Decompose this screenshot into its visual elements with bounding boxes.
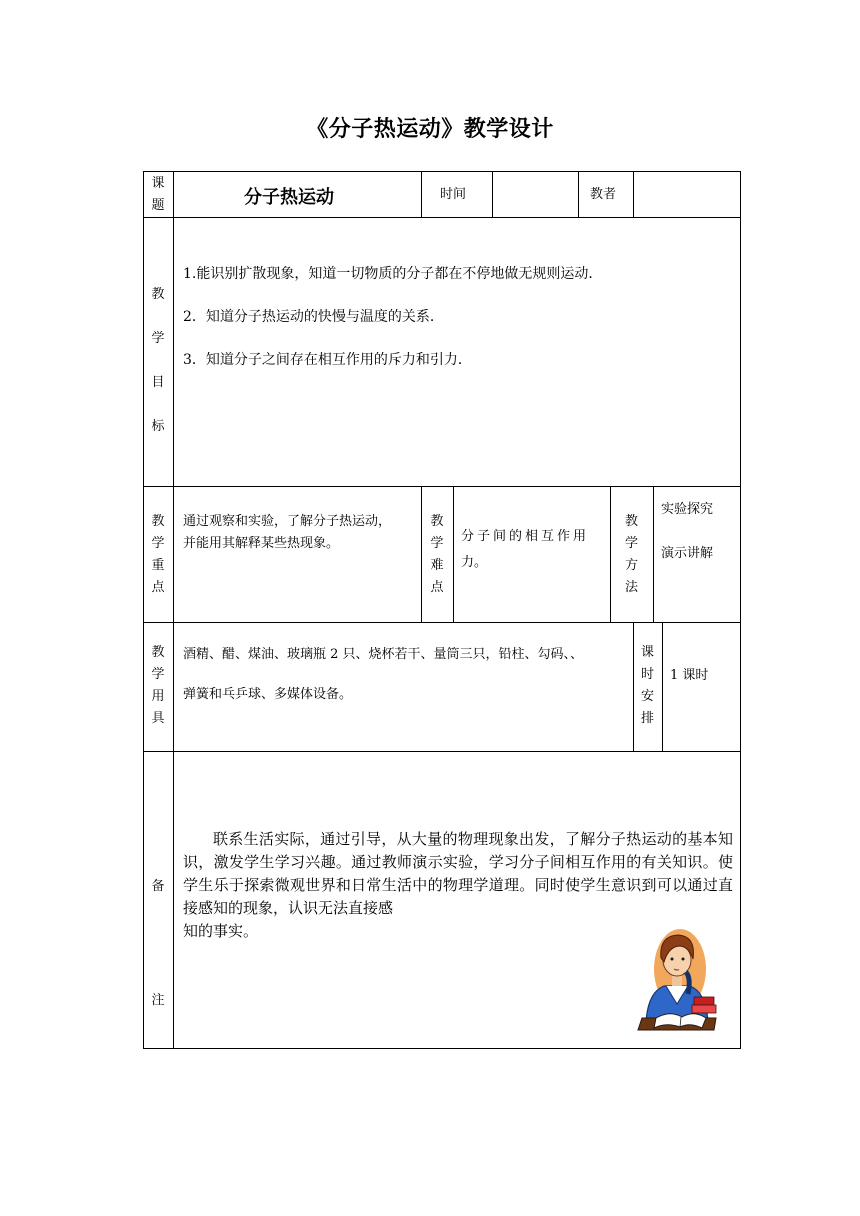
cell-divider <box>653 486 654 622</box>
tools-list: 酒精、醋、煤油、玻璃瓶 2 只、烧杯若干、量筒三只，铅柱、勾码、、 弹簧和乓乒球、多媒体设备。 <box>183 647 584 702</box>
schedule-value: 1 课时 <box>670 668 709 683</box>
method-list: 实验探究 演示讲解 <box>661 502 714 561</box>
teacher-thinking-illustration <box>636 924 722 1034</box>
document-title: 《分子热运动》教学设计 <box>306 117 554 142</box>
cell-divider <box>453 486 454 622</box>
remarks-text: 联系生活实际，通过引导，从大量的物理现象出发，了解分子热运动的基本知识，激发学生学习兴趣。通过教师演示实验，学习分子间相互作用的有关知识。使学生乐于探索微观世界和日常生活中的物理学道理。同时使学生意识到可以通过直接感知的现象，认识无法直接感 <box>183 830 733 917</box>
difficulty-label: 教 学 难 点 <box>430 514 444 595</box>
cell-divider <box>578 171 579 217</box>
goal-item: 1.能识别扩散现象，知道一切物质的分子都在不停地做无规则运动． <box>183 266 603 282</box>
time-label: 时间 <box>440 187 467 202</box>
remarks-label: 备 注 <box>151 879 165 1008</box>
topic-label: 课 题 <box>151 176 165 213</box>
cell-divider <box>492 171 493 217</box>
row-divider <box>143 751 740 752</box>
teacher-label: 教者 <box>590 187 617 202</box>
row-divider <box>143 217 740 218</box>
cell-divider <box>421 171 422 217</box>
tools-label: 教 学 用 具 <box>151 645 165 726</box>
focus-text: 通过观察和实验，了解分子热运动， 并能用其解释某些热现象。 <box>183 514 392 551</box>
cell-divider <box>662 622 663 751</box>
goal-item: 2．知道分子热运动的快慢与温度的关系． <box>183 309 444 325</box>
focus-label: 教 学 重 点 <box>151 514 165 595</box>
schedule-label: 课 时 安 排 <box>640 645 654 726</box>
lesson-topic: 分子热运动 <box>244 187 334 208</box>
difficulty-text: 分子间的相互作用 力。 <box>461 529 590 570</box>
method-label: 教 学 方 法 <box>624 514 638 595</box>
goals-label: 教 学 目 标 <box>151 287 165 434</box>
label-column-divider <box>173 171 174 1049</box>
goal-item: 3．知道分子之间存在相互作用的斥力和引力． <box>183 352 472 368</box>
row-divider <box>143 486 740 487</box>
remarks-text-tail: 知的事实。 <box>183 922 259 940</box>
row-divider <box>143 622 740 623</box>
cell-divider <box>633 171 634 217</box>
